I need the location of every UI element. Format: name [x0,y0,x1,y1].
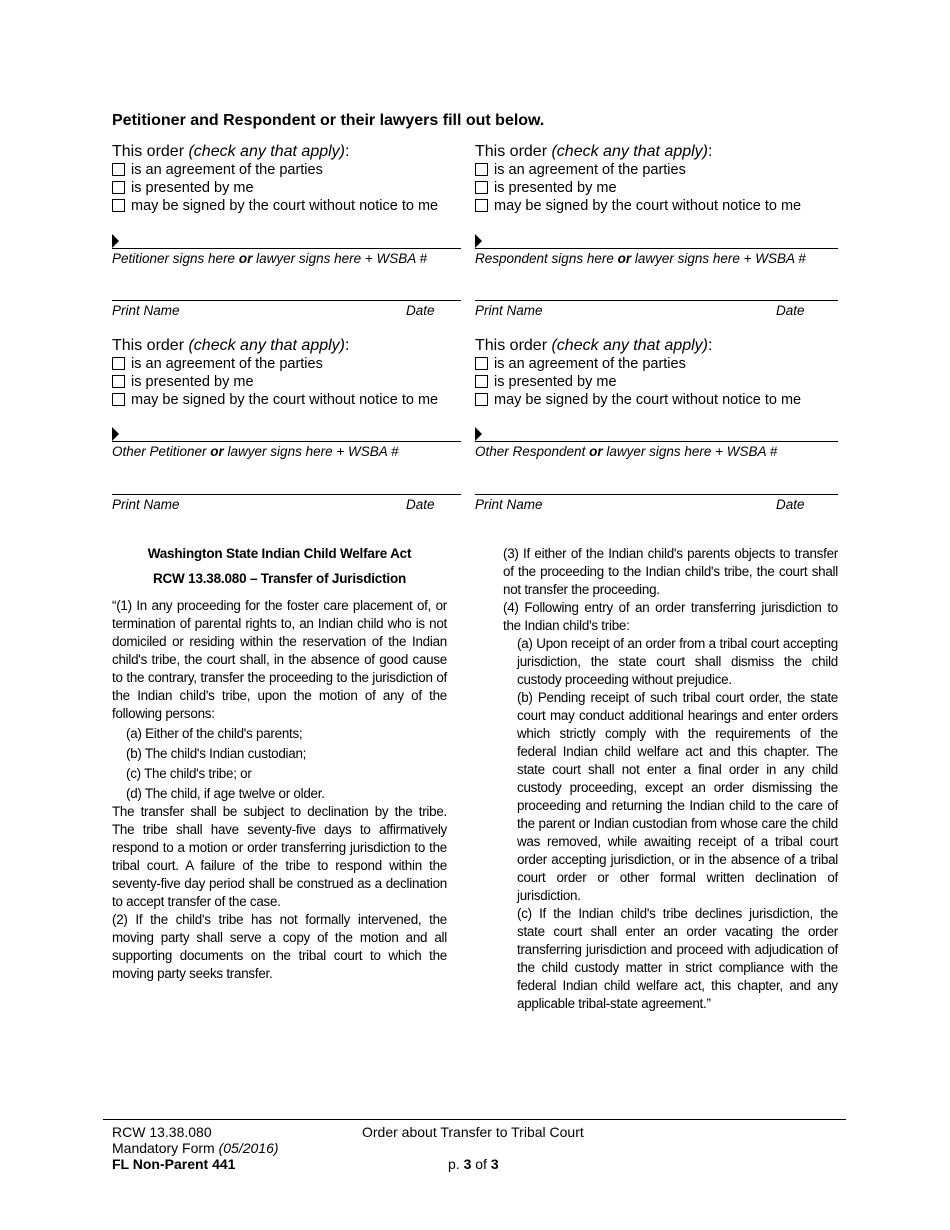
signature-line[interactable] [112,248,461,249]
petitioner-block [112,142,476,318]
print-name-label: Print Name [475,497,543,512]
checkbox[interactable] [112,163,125,176]
checkbox[interactable] [112,199,125,212]
date-label: Date [776,303,805,318]
signature-caption: Petitioner signs here or lawyer signs here + WSBA # [112,251,428,266]
respondent-block [475,142,839,318]
print-name-line[interactable] [112,494,461,495]
print-name-line[interactable] [475,494,838,495]
option-without-notice[interactable]: may be signed by the court without notice to me [112,197,476,215]
statute-subtitle: RCW 13.38.080 – Transfer of Jurisdiction [152,571,407,586]
option-presented[interactable]: is presented by me [112,179,476,197]
other-petitioner-block [112,336,476,512]
option-agreement[interactable]: is an agreement of the parties [475,355,839,373]
statute-title: Washington State Indian Child Welfare Act [147,546,412,561]
print-name-label: Print Name [112,303,180,318]
order-heading: This order (check any that apply): [112,143,350,160]
statute-paragraph-2: The transfer shall be subject to declination by the tribe. The tribe shall have seventy-five days to affirmatively respond to a motion or order transferring jurisdiction to the tribal court. A failure of the tribe to respond within the seventy-five day period shall be construed as a declination to accept transfer of the case. [112,804,447,909]
checkbox[interactable] [475,393,488,406]
checkbox[interactable] [112,393,125,406]
statute-list-item: (d) The child, if age twelve or older. [126,786,325,801]
print-name-label: Print Name [475,303,543,318]
statute-list-item: (b) The child's Indian custodian; [126,746,307,761]
checkbox[interactable] [475,375,488,388]
statute-paragraph-5c: (c) If the Indian child's tribe declines jurisdiction, the state court shall enter an order vacating the order transferring jurisdiction and proceed with adjudication of the child custody matter in strict compliance with the federal Indian child welfare act, this chapter, and any applicable tribal-state agreement.” [517,906,838,1011]
checkbox[interactable] [112,181,125,194]
signature-arrow-icon [475,234,482,248]
signature-line[interactable] [475,441,838,442]
signature-line[interactable] [475,248,838,249]
signature-line[interactable] [112,441,461,442]
order-heading: This order (check any that apply): [112,337,350,354]
option-without-notice[interactable]: may be signed by the court without notice to me [475,391,839,409]
statute-right-column [503,545,838,1013]
checkbox[interactable] [475,199,488,212]
checkbox[interactable] [475,163,488,176]
footer-form-title: Order about Transfer to Tribal Court [362,1124,584,1140]
footer-form-id: FL Non-Parent 441 [112,1156,236,1172]
option-agreement[interactable]: is an agreement of the parties [112,161,476,179]
statute-paragraph-4: (3) If either of the Indian child's parents objects to transfer of the proceeding to the Indian child's tribe, the court shall not transfer the proceeding. [503,546,838,597]
date-label: Date [406,497,435,512]
other-respondent-block [475,336,839,512]
footer-divider [103,1119,846,1120]
statute-paragraph-1: “(1) In any proceeding for the foster care placement of, or termination of parental rights to, an Indian child who is not domiciled or residing within the reservation of the Indian child's tribe, the court shall, in the absence of good cause to the contrary, transfer the proceeding to the jurisdiction of the Indian child's tribe, upon the motion of any of the following persons: [112,598,447,721]
checkbox[interactable] [475,181,488,194]
option-presented[interactable]: is presented by me [475,179,839,197]
option-without-notice[interactable]: may be signed by the court without notice to me [475,197,839,215]
date-label: Date [406,303,435,318]
print-name-label: Print Name [112,497,180,512]
footer-rcw: RCW 13.38.080 [112,1124,212,1140]
signature-caption: Other Petitioner or lawyer signs here + WSBA # [112,444,399,459]
order-heading: This order (check any that apply): [475,337,713,354]
order-heading: This order (check any that apply): [475,143,713,160]
statute-paragraph-5: (4) Following entry of an order transferring jurisdiction to the Indian child's tribe: [503,600,838,633]
signature-caption: Respondent signs here or lawyer signs here + WSBA # [475,251,806,266]
signature-arrow-icon [112,234,119,248]
checkbox[interactable] [112,357,125,370]
checkbox[interactable] [112,375,125,388]
statute-list-item: (c) The child's tribe; or [126,766,252,781]
option-presented[interactable]: is presented by me [112,373,476,391]
statute-paragraph-5b: (b) Pending receipt of such tribal court order, the state court may conduct additional hearings and enter orders which strictly comply with the requirements of the federal Indian child welfare act and this chapter. The state court shall not enter a final order in any child custody proceeding, except an order dismissing the proceeding and returning the Indian child to the care of the parent or Indian custodian from whose care the child was removed, while awaiting receipt of a tribal court order accepting jurisdiction, or in the absence of a tribal court order or other formal written declination of jurisdiction. [517,690,838,903]
option-presented[interactable]: is presented by me [475,373,839,391]
signature-arrow-icon [475,427,482,441]
signature-caption: Other Respondent or lawyer signs here + WSBA # [475,444,778,459]
checkbox[interactable] [475,357,488,370]
option-without-notice[interactable]: may be signed by the court without notice to me [112,391,476,409]
statute-list-item: (a) Either of the child's parents; [126,726,303,741]
statute-left-column [112,545,447,983]
signature-arrow-icon [112,427,119,441]
option-agreement[interactable]: is an agreement of the parties [112,355,476,373]
footer-page-number: p. 3 of 3 [448,1156,499,1172]
print-name-line[interactable] [475,300,838,301]
statute-paragraph-3: (2) If the child's tribe has not formally intervened, the moving party shall serve a copy of the motion and all supporting documents on the tribal court to which the moving party seeks transfer. [112,912,447,981]
option-agreement[interactable]: is an agreement of the parties [475,161,839,179]
section-heading: Petitioner and Respondent or their lawyers fill out below. [112,112,545,129]
date-label: Date [776,497,805,512]
print-name-line[interactable] [112,300,461,301]
statute-paragraph-5a: (a) Upon receipt of an order from a tribal court accepting jurisdiction, the state court shall dismiss the child custody proceeding without prejudice. [517,636,838,687]
footer-mandatory-form: Mandatory Form (05/2016) [112,1140,279,1156]
